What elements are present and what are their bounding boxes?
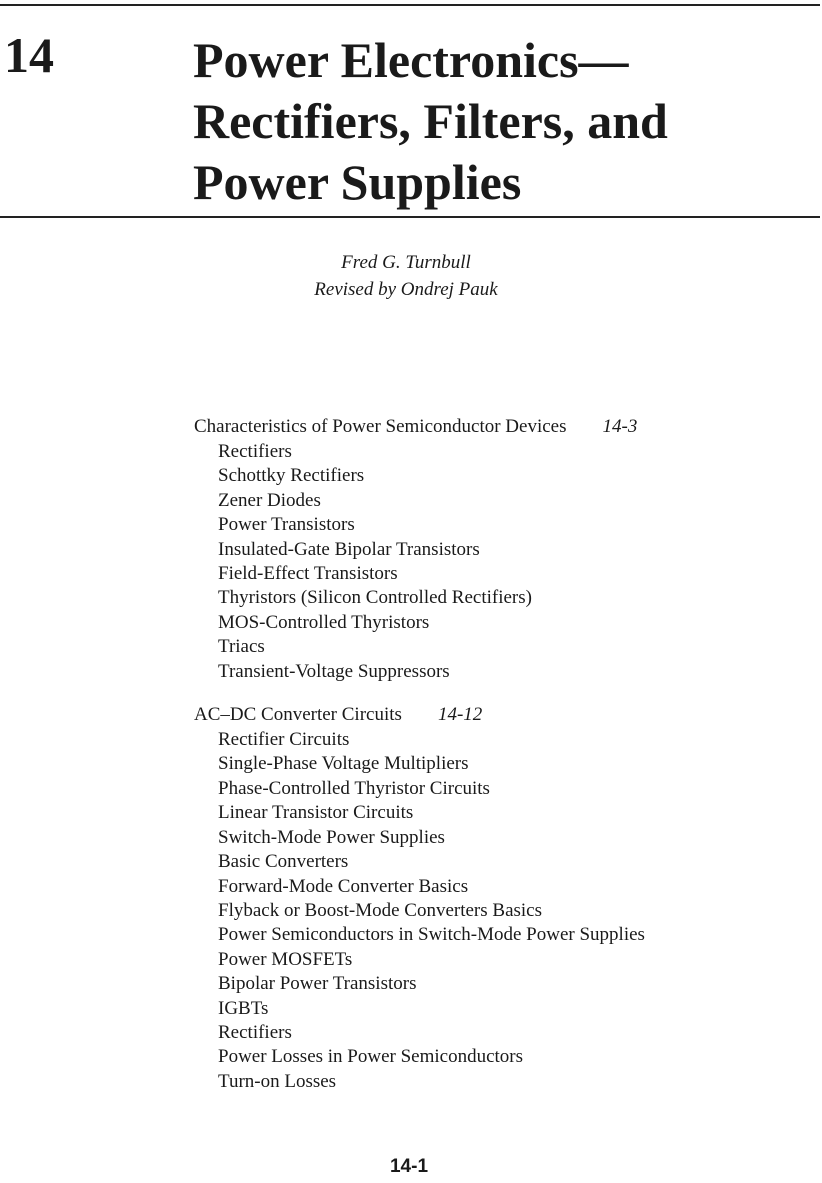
toc-item[interactable]: Basic Converters [218, 851, 349, 873]
toc-item[interactable]: Thyristors (Silicon Controlled Rectifiers) [218, 587, 532, 609]
toc-page-number: 14-3 [602, 416, 638, 437]
toc-item[interactable]: Bipolar Power Transistors [218, 973, 417, 995]
toc-item[interactable]: Power Transistors [218, 514, 355, 536]
toc-page-number: 14-12 [437, 704, 483, 726]
toc-item[interactable]: Field-Effect Transistors [218, 563, 398, 585]
toc-item[interactable]: Transient-Voltage Suppressors [218, 660, 450, 682]
author-block [0, 249, 822, 303]
toc-item[interactable]: Forward-Mode Converter Basics [218, 875, 469, 897]
toc-item[interactable]: Power Losses in Power Semiconductors [218, 1046, 524, 1068]
toc-item-list [194, 440, 794, 684]
toc-item[interactable]: MOS-Controlled Thyristors [218, 611, 430, 633]
title-bottom-rule [0, 216, 820, 218]
toc-section-heading[interactable] [194, 414, 794, 440]
toc-heading-title: AC–DC Converter Circuits [194, 704, 402, 726]
toc-item[interactable]: Rectifier Circuits [218, 729, 350, 751]
toc-section [194, 702, 794, 1094]
toc-item[interactable]: Rectifiers [218, 1021, 292, 1043]
chapter-number: 14 [4, 27, 54, 83]
toc-item[interactable]: Switch-Mode Power Supplies [218, 826, 445, 848]
toc-item-list [194, 728, 794, 1094]
toc-item[interactable]: Triacs [218, 636, 265, 658]
top-rule [0, 4, 820, 6]
author-name: Fred G. Turnbull [341, 252, 471, 273]
toc-item[interactable]: Schottky Rectifiers [218, 465, 365, 487]
toc-section [194, 414, 794, 684]
chapter-title-line: Power Supplies [193, 154, 522, 210]
chapter-title [193, 30, 803, 213]
toc-item[interactable]: Power MOSFETs [218, 948, 353, 970]
toc-section-heading[interactable] [194, 702, 794, 728]
toc-item[interactable]: Linear Transistor Circuits [218, 802, 414, 824]
toc-item[interactable]: Zener Diodes [218, 489, 321, 511]
toc-item[interactable]: Turn-on Losses [218, 1070, 337, 1092]
page-number: 14-1 [389, 1156, 429, 1177]
chapter-title-line: Power Electronics— [193, 32, 629, 88]
toc-item[interactable]: Power Semiconductors in Switch-Mode Power Supplies [218, 924, 645, 946]
toc-item[interactable]: Flyback or Boost-Mode Converters Basics [218, 899, 543, 921]
toc-item[interactable]: Insulated-Gate Bipolar Transistors [218, 538, 480, 560]
toc-heading-title: Characteristics of Power Semiconductor Devices [194, 416, 567, 437]
toc-item[interactable]: IGBTs [218, 997, 269, 1019]
table-of-contents [194, 414, 794, 1112]
toc-item[interactable]: Phase-Controlled Thyristor Circuits [218, 777, 490, 799]
toc-item[interactable]: Rectifiers [218, 441, 292, 462]
reviser-name: Revised by Ondrej Pauk [314, 279, 498, 300]
chapter-title-line: Rectifiers, Filters, and [193, 93, 668, 149]
toc-item[interactable]: Single-Phase Voltage Multipliers [218, 753, 469, 775]
